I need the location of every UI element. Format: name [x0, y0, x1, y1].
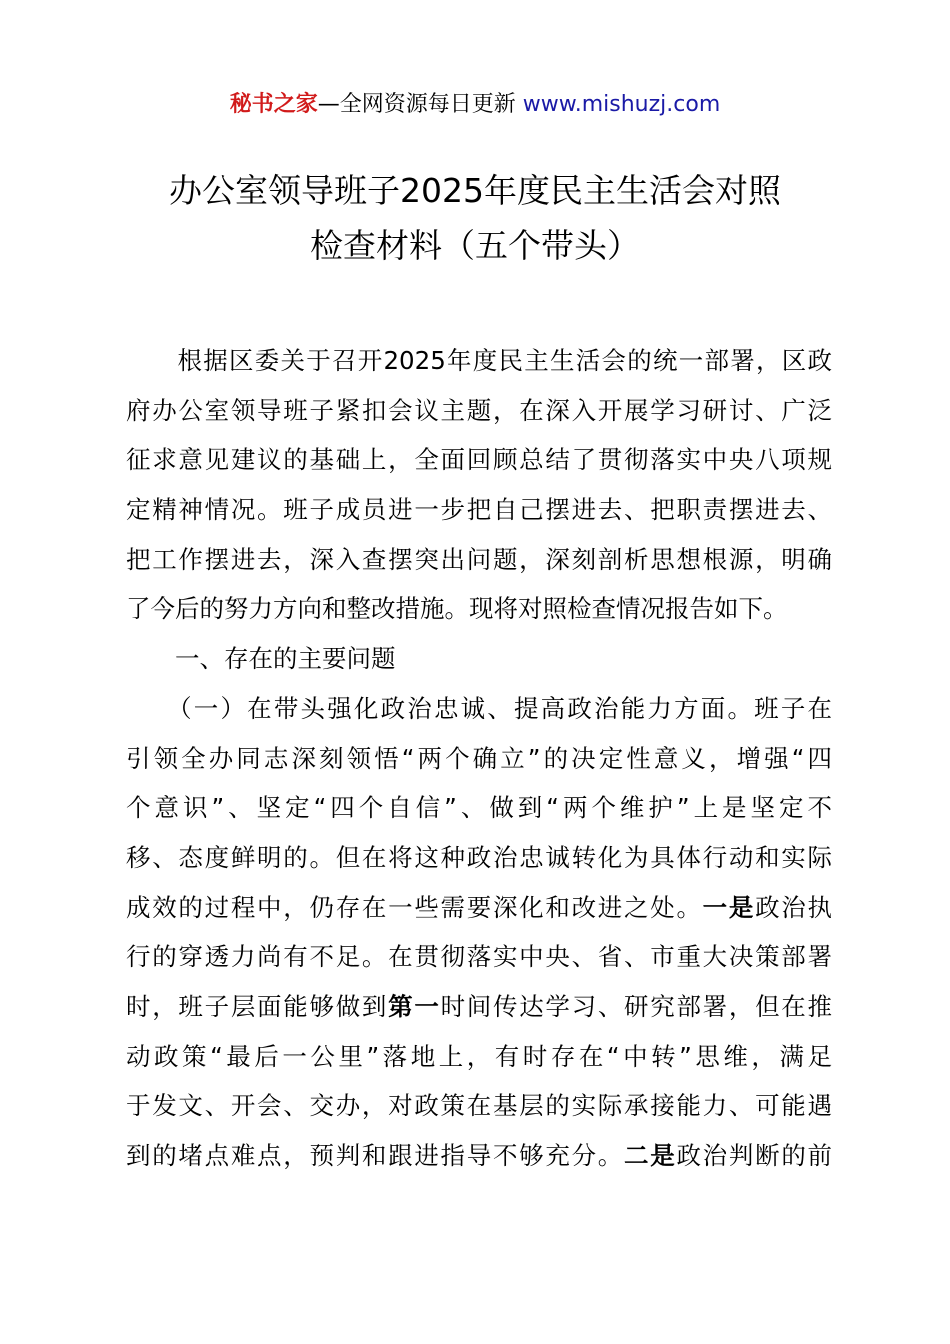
- title-line-1: 办公室领导班子2025年度民主生活会对照: [169, 171, 781, 210]
- body-line: 个意识”、坚定“四个自信”、做到“两个维护”上是坚定不: [126, 793, 832, 823]
- title-line-2: 检查材料（五个带头）: [310, 226, 640, 265]
- brand-name: 秘书之家: [229, 92, 318, 117]
- body-text-segment: 到的堵点难点，预判和跟进指导不够充分。: [126, 1141, 625, 1170]
- body-line: [126, 982, 832, 1032]
- header-tagline: —全网资源每日更新: [317, 92, 516, 117]
- bold-marker: 二是: [624, 1141, 677, 1170]
- body-line: 了今后的努力方向和整改措施。现将对照检查情况报告如下。: [126, 594, 788, 624]
- bold-marker: 第一: [388, 991, 441, 1021]
- body-line: [126, 883, 832, 933]
- body-line: 引领全办同志深刻领悟“两个确立”的决定性意义，增强“四: [126, 743, 832, 773]
- document-title: [0, 163, 950, 273]
- body-line: 动政策“最后一公里”落地上，有时存在“中转”思维，满足: [126, 1041, 832, 1071]
- bold-marker: 一是: [702, 892, 756, 922]
- site-header: [0, 88, 950, 122]
- body-line: 定精神情况。班子成员进一步把自己摆进去、把职责摆进去、: [126, 495, 832, 525]
- site-url-link[interactable]: www.mishuzj.com: [522, 92, 721, 117]
- section-heading: 一、存在的主要问题: [126, 644, 396, 674]
- body-text-segment: 成效的过程中，仍存在一些需要深化和改进之处。: [126, 892, 703, 922]
- body-line: 行的穿透力尚有不足。在贯彻落实中央、省、市重大决策部署: [126, 942, 832, 972]
- body-line: 移、态度鲜明的。但在将这种政治忠诚转化为具体行动和实际: [126, 842, 832, 872]
- body-line: （一）在带头强化政治忠诚、提高政治能力方面。班子在: [126, 693, 832, 723]
- body-line: [126, 1131, 832, 1181]
- body-line: 于发文、开会、交办，对政策在基层的实际承接能力、可能遇: [126, 1091, 832, 1121]
- body-text-segment: 政治执: [755, 892, 833, 922]
- body-text-segment: 时，班子层面能够做到: [126, 991, 389, 1021]
- body-text-segment: 政治判断的前: [676, 1141, 833, 1170]
- body-line: 根据区委关于召开2025年度民主生活会的统一部署，区政: [126, 346, 832, 375]
- body-line: 把工作摆进去，深入查摆突出问题，深刻剖析思想根源，明确: [126, 544, 832, 574]
- body-text-segment: 时间传达学习、研究部署，但在推: [440, 991, 833, 1021]
- body-line: 府办公室领导班子紧扣会议主题，在深入开展学习研讨、广泛: [126, 395, 832, 425]
- body-line: 征求意见建议的基础上，全面回顾总结了贯彻落实中央八项规: [126, 445, 832, 475]
- document-body: [126, 336, 832, 1181]
